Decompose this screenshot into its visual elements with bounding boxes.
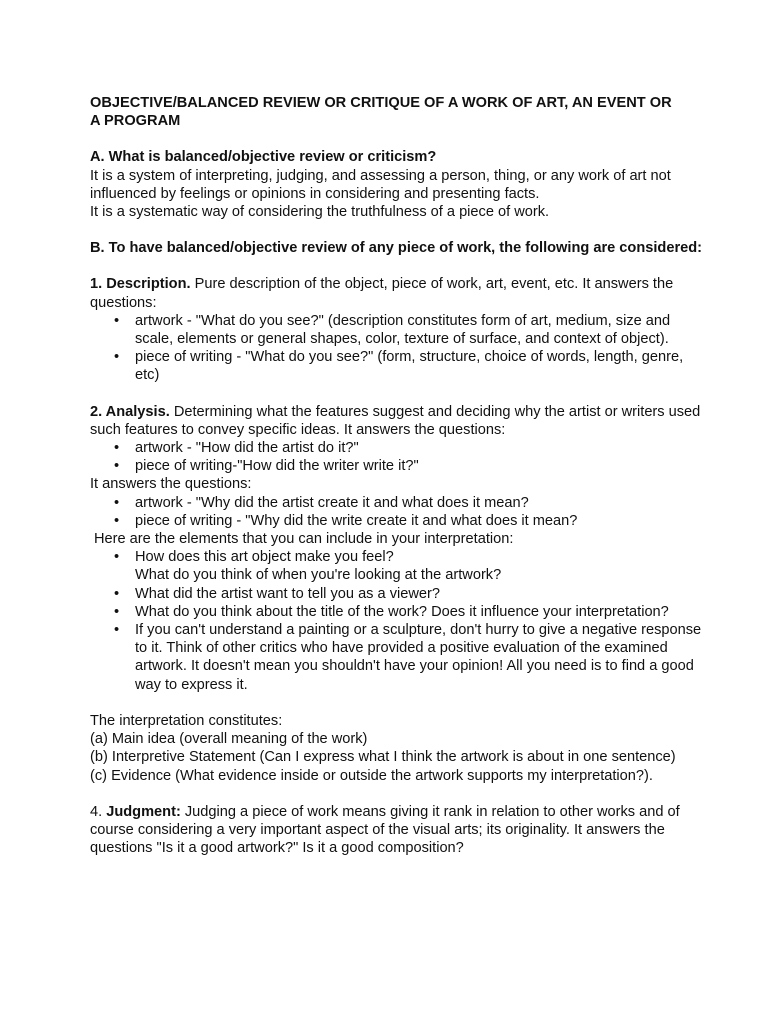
list-item-text: How does this art object make you feel? — [135, 549, 394, 566]
analysis-label: 2. Analysis. — [90, 403, 170, 420]
bullet-icon: • — [114, 312, 120, 329]
bullet-icon: • — [114, 349, 120, 366]
interpretation-item-b: (b) Interpretive Statement (Can I express what I think the artwork is about in one sentence) — [90, 749, 676, 766]
analysis-bullet-list — [90, 439, 708, 475]
section-a-heading: A. What is balanced/objective review or criticism? — [90, 149, 437, 166]
list-item — [114, 439, 708, 457]
list-item-text: What do you think about the title of the work? Does it influence your interpretation? — [135, 603, 669, 620]
list-item-continuation: What do you think of when you're looking at the artwork? — [135, 567, 502, 584]
list-item — [114, 512, 708, 530]
analysis-bullet-list-2 — [90, 494, 708, 530]
document-title: OBJECTIVE/BALANCED REVIEW OR CRITIQUE OF A WORK OF ART, AN EVENT OR A PROGRAM — [90, 95, 672, 130]
list-item-text: If you can't understand a painting or a sculpture, don't hurry to give a negative response to it. Think of other critics who have provided a positive evaluation of the examined artwork. It doesn't mean you shouldn't have your opinion! All you need is to find a good way to express it. — [135, 622, 702, 693]
list-item-text: piece of writing-"How did the writer write it?" — [135, 458, 419, 475]
list-item-text: artwork - "Why did the artist create it and what does it mean? — [135, 494, 529, 511]
section-a-line-2: It is a systematic way of considering the truthfulness of a piece of work. — [90, 204, 550, 221]
list-item — [114, 603, 708, 621]
bullet-icon: • — [114, 494, 120, 511]
judgment-paragraph — [90, 803, 708, 858]
list-item — [114, 494, 708, 512]
analysis-bullet-list-3 — [90, 548, 708, 694]
list-item — [114, 348, 708, 384]
description-text: Pure description of the object, piece of work, art, event, etc. It answers the questions: — [90, 276, 674, 311]
bullet-icon: • — [114, 622, 120, 639]
interpretation-intro: The interpretation constitutes: — [90, 712, 283, 729]
list-item — [114, 621, 708, 694]
analysis-paragraph — [90, 403, 708, 439]
section-b-heading: B. To have balanced/objective review of any piece of work, the following are considered: — [90, 240, 703, 257]
judgment-label: Judgment: — [102, 803, 181, 820]
spacer — [90, 257, 708, 275]
section-a-line-1: It is a system of interpreting, judging, and assessing a person, thing, or any work of art not influenced by feelings or opinions in considering and presenting facts. — [90, 167, 671, 202]
bullet-icon: • — [114, 585, 120, 602]
interpretation-item-a: (a) Main idea (overall meaning of the work) — [90, 731, 368, 748]
list-item-text: piece of writing - "What do you see?" (form, structure, choice of words, length, genre, etc) — [135, 349, 684, 384]
bullet-icon: • — [114, 603, 120, 620]
description-bullet-list — [90, 312, 708, 385]
spacer — [90, 130, 708, 148]
list-item — [114, 312, 708, 348]
spacer — [90, 694, 708, 712]
spacer — [90, 785, 708, 803]
bullet-icon: • — [114, 440, 120, 457]
bullet-icon: • — [114, 458, 120, 475]
judgment-text: Judging a piece of work means giving it rank in relation to other works and of course considering a very important aspect of the visual arts; its originality. It answers the questions "Is it a good artwork?" Is it a good composition? — [90, 803, 680, 857]
description-label: 1. Description. — [90, 276, 191, 293]
interpretation-item-c: (c) Evidence (What evidence inside or outside the artwork supports my interpretation?). — [90, 767, 653, 784]
spacer — [90, 221, 708, 239]
list-item-text: What did the artist want to tell you as a viewer? — [135, 585, 440, 602]
list-item-text: artwork - "How did the artist do it?" — [135, 440, 359, 457]
spacer — [90, 385, 708, 403]
judgment-number: 4. — [90, 803, 103, 820]
analysis-answers-label: It answers the questions: — [90, 476, 252, 493]
analysis-text: Determining what the features suggest and deciding why the artist or writers used such features to convey specific ideas. It answers the questions: — [90, 403, 701, 438]
list-item — [114, 585, 708, 603]
bullet-icon: • — [114, 549, 120, 566]
list-item-text: artwork - "What do you see?" (description constitutes form of art, medium, size and scale, elements or general shapes, color, texture of surface, and context of object). — [135, 312, 671, 348]
list-item-text: piece of writing - "Why did the write create it and what does it mean? — [135, 512, 578, 529]
list-item — [114, 548, 708, 584]
analysis-elements-label: Here are the elements that you can include in your interpretation: — [94, 531, 514, 548]
bullet-icon: • — [114, 512, 120, 529]
description-paragraph — [90, 275, 708, 311]
list-item — [114, 457, 708, 475]
